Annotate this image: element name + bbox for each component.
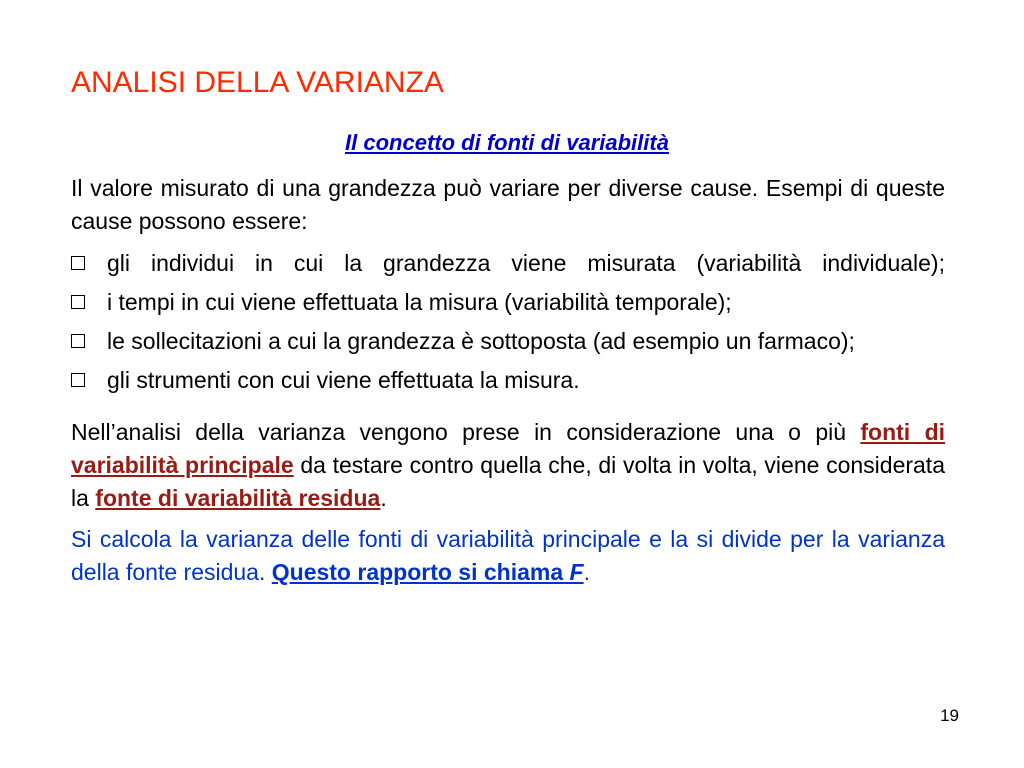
square-bullet-icon: [71, 334, 85, 348]
slide-subtitle: Il concetto di fonti di variabilità: [345, 130, 669, 155]
ratio-text: Si calcola la varianza delle fonti di variabilità principale e la si divide per la varianza della fonte residua.: [71, 526, 945, 585]
bullet-item: [71, 247, 945, 280]
f-variable: F: [569, 559, 584, 585]
square-bullet-icon: [71, 256, 85, 270]
square-bullet-icon: [71, 295, 85, 309]
bullet-text: le sollecitazioni a cui la grandezza è sottoposta (ad esempio un farmaco);: [107, 328, 855, 354]
analysis-text: Nell’analisi della varianza vengono prese in considerazione una o più: [71, 419, 861, 445]
ratio-highlight-text: Questo rapporto si chiama: [271, 559, 570, 585]
bullet-text: gli individui in cui la grandezza viene misurata (variabilità individuale);: [107, 250, 945, 276]
ratio-highlight: [272, 559, 584, 585]
slide-title: ANALISI DELLA VARIANZA: [71, 66, 444, 99]
page-number: 19: [940, 706, 959, 725]
ratio-text: .: [583, 559, 590, 585]
analysis-text: da testare contro quella che, di volta in volta, viene considerata la: [71, 452, 945, 511]
residual-variability-source: fonte di variabilità residua: [95, 485, 381, 511]
ratio-paragraph: [71, 523, 945, 589]
intro-paragraph: Il valore misurato di una grandezza può variare per diverse cause. Esempi di queste cause possono essere:: [71, 175, 945, 234]
analysis-text: .: [380, 485, 387, 511]
square-bullet-icon: [71, 373, 85, 387]
slide-body: [71, 172, 945, 589]
bullet-item: [71, 364, 945, 397]
bullet-text: gli strumenti con cui viene effettuata la misura.: [107, 367, 580, 393]
bullet-text: i tempi in cui viene effettuata la misura (variabilità temporale);: [107, 289, 732, 315]
bullet-item: [71, 325, 945, 358]
main-variability-source: fonti di variabilità principale: [71, 419, 946, 478]
bullet-item: [71, 286, 945, 319]
analysis-paragraph: [71, 416, 945, 515]
